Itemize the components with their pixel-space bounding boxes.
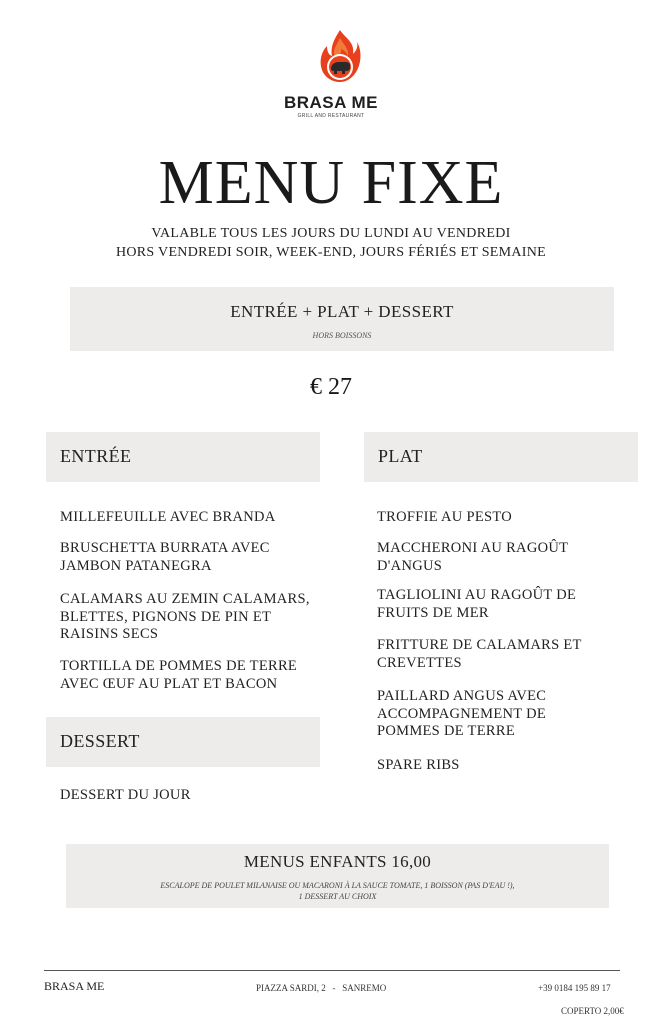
footer-phone: +39 0184 195 89 17: [538, 983, 611, 993]
footer-coperto: COPERTO 2,00€: [561, 1006, 624, 1016]
menu-price: € 27: [310, 374, 352, 400]
brand-name: BRASA ME: [283, 93, 379, 112]
plat-item-line: CREVETTES: [377, 654, 462, 671]
plat-item-line: POMMES DE TERRE: [377, 723, 515, 739]
kids-menu-description: [86, 880, 589, 902]
kids-menu-title: MENUS ENFANTS 16,00: [243, 852, 432, 871]
plat-item-line: ACCOMPAGNEMENT DE: [377, 705, 547, 722]
flame-logo-icon: [319, 28, 361, 90]
plat-item: [377, 757, 460, 775]
plat-item: [377, 637, 582, 672]
formula-band: [70, 287, 614, 351]
plat-item-line: MACCHERONI AU RAGOÛT: [377, 540, 569, 556]
plat-item: [377, 540, 568, 575]
kids-desc-line: 1 DESSERT AU CHOIX: [298, 892, 377, 901]
entree-heading-band: [46, 432, 320, 482]
dessert-heading: DESSERT: [60, 731, 140, 751]
entree-item-line: JAMBON PATANEGRA: [60, 557, 212, 574]
entree-item-line: BRUSCHETTA BURRATA AVEC: [60, 540, 270, 556]
plat-heading: PLAT: [378, 446, 423, 466]
entree-item-line: MILLEFEUILLE AVEC BRANDA: [60, 509, 276, 525]
entree-item-line: CALAMARS AU ZEMIN CALAMARS,: [60, 591, 310, 607]
entree-item-line: RAISINS SECS: [60, 626, 159, 642]
entree-item: [60, 591, 310, 644]
plat-item: [377, 509, 512, 527]
entree-item: [60, 658, 297, 693]
footer-divider: [44, 970, 620, 971]
footer-brand: BRASA ME: [44, 979, 105, 993]
plat-item-line: TAGLIOLINI AU RAGOÛT DE: [377, 587, 577, 603]
entree-item: [60, 509, 276, 527]
plat-item-line: D'ANGUS: [377, 557, 443, 574]
plat-item-line: FRUITS DE MER: [377, 604, 489, 621]
page-title: MENU FIXE: [158, 149, 504, 217]
dessert-heading-band: [46, 717, 320, 767]
footer-address: PIAZZA SARDI, 2 - SANREMO: [256, 983, 387, 993]
entree-item-line: AVEC ŒUF AU PLAT ET BACON: [60, 675, 278, 692]
entree-item-line: BLETTES, PIGNONS DE PIN ET: [60, 608, 272, 625]
dessert-item: [60, 787, 191, 805]
formula-note: HORS BOISSONS: [312, 331, 372, 340]
validity-line-2: HORS VENDREDI SOIR, WEEK-END, JOURS FÉRIÉS ET SEMAINE: [115, 245, 547, 260]
plat-item: [377, 688, 546, 741]
plat-item: [377, 587, 576, 622]
plat-item-line: SPARE RIBS: [377, 757, 460, 773]
plat-item-line: PAILLARD ANGUS AVEC: [377, 688, 547, 704]
formula-text: ENTRÉE + PLAT + DESSERT: [230, 302, 454, 321]
plat-item-line: FRITTURE DE CALAMARS ET: [377, 637, 582, 653]
validity-line-1: VALABLE TOUS LES JOURS DU LUNDI AU VENDREDI: [151, 226, 511, 241]
entree-item: [60, 540, 270, 575]
brand-tagline: GRILL AND RESTAURANT: [297, 113, 365, 119]
dessert-item-line: DESSERT DU JOUR: [60, 787, 191, 803]
entree-item-line: TORTILLA DE POMMES DE TERRE: [60, 658, 298, 674]
plat-heading-band: [364, 432, 638, 482]
plat-item-line: TROFFIE AU PESTO: [377, 509, 513, 525]
entree-heading: ENTRÉE: [60, 446, 132, 466]
kids-menu-band: [66, 844, 609, 908]
kids-desc-line: ESCALOPE DE POULET MILANAISE OU MACARONI À LA SAUCE TOMATE, 1 BOISSON (PAS D'EAU !),: [160, 881, 515, 890]
